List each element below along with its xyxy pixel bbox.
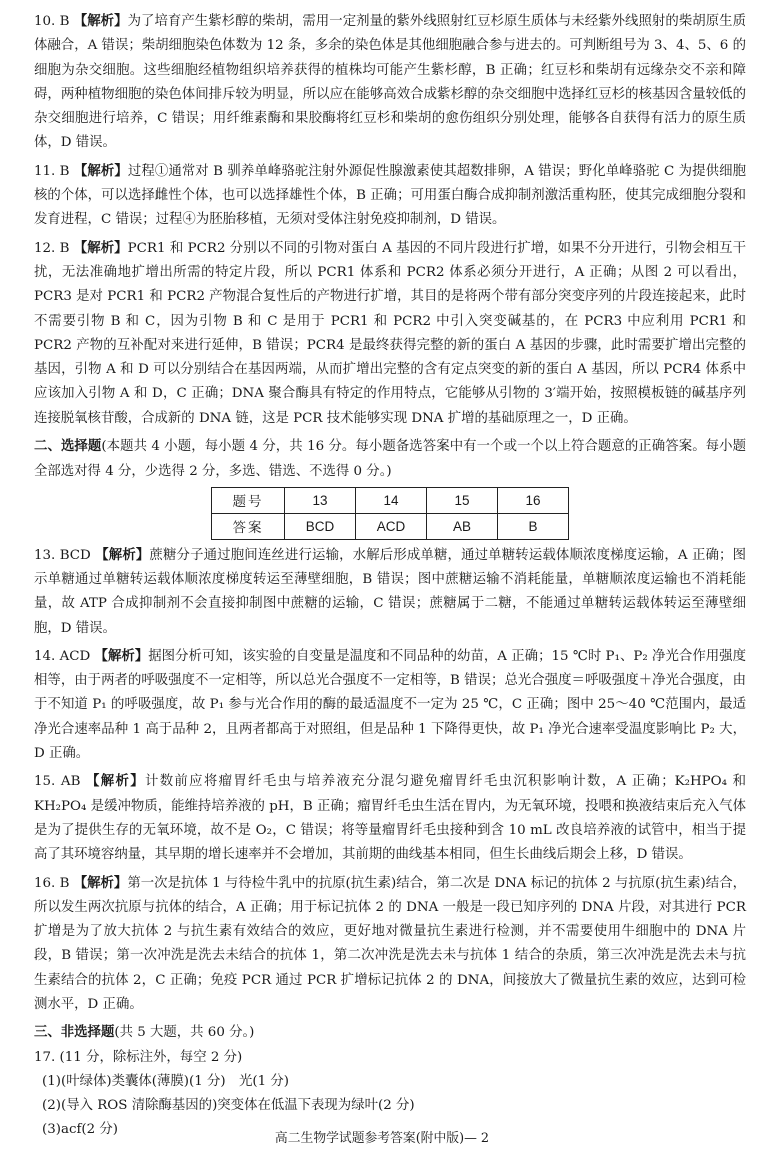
- q17-head: 17. (11 分，除标注外，每空 2 分): [34, 1049, 243, 1065]
- section-title: 三、非选择题: [34, 1024, 115, 1041]
- analysis-tag: 【解析】: [73, 874, 128, 891]
- section-desc: (本题共 4 小题，每小题 4 分，共 16 分。每小题备选答案中有一个或一个以上符合题意的正确答案。每小题全部选对得 4 分，少选得 2 分，多选、错选、不选得 0 分。): [34, 439, 747, 480]
- answer-item-15: [34, 769, 746, 867]
- item-label: 16. B: [34, 875, 70, 891]
- q17-answer-1: (1)(叶绿体)类囊体(薄膜)(1 分) 光(1 分): [42, 1073, 289, 1089]
- item-text: 计数前应将瘤胃纤毛虫与培养液充分混匀避免瘤胃纤毛虫沉积影响计数，A 正确；K₂HPO₄ 和 KH₂PO₄ 是缓冲物质，能维持培养液的 pH，B 正确；瘤胃纤毛虫生活在胃内，为无氧环境，投喂和换液结束后充入气体是为了提供生存的无氧环境，故不是 O₂，C 错误；将等量瘤胃纤毛虫接种到含 10 mL 改良培养液的试管中，相当于提高了其环境容纳量，其早期的增长速率并不会增加，其前期的曲线基本相同，但生长曲线后期会上移，D 错误。: [34, 774, 746, 863]
- answer-table: [211, 487, 569, 540]
- table-header-cell: 答案: [212, 513, 285, 539]
- table-cell: 15: [427, 487, 498, 513]
- answer-item-13: [34, 543, 746, 641]
- item-label: 13. BCD: [34, 547, 91, 563]
- q17-answer-3: (3)acf(2 分): [42, 1122, 119, 1138]
- page-footer: 高二生物学试题参考答案(附中版)— 2: [274, 1131, 490, 1146]
- answer-item-11: [34, 159, 746, 233]
- answer-page: [34, 9, 746, 1143]
- answer-item-10: [34, 9, 746, 156]
- analysis-tag: 【解析】: [73, 239, 128, 256]
- item-text: 过程①通常对 B 驯养单峰骆驼注射外源促性腺激素使其超数排卵，A 错误；野化单峰骆驼 C 为提供细胞核的个体，可以选择雌性个体，也可以选择雄性个体，B 正确；可用蛋白酶合成抑制剂激活重构胚，使其完成细胞分裂和发育进程，C 错误；过程④为胚胎移植，无须对受体注射免疫抑制剂，D 错误。: [34, 163, 746, 228]
- section-2-heading: [34, 434, 746, 485]
- item-label: 14. ACD: [34, 648, 91, 664]
- item-text: 第一次是抗体 1 与待检牛乳中的抗原(抗生素)结合，第二次是 DNA 标记的抗体 2 与抗原(抗生素)结合，所以发生两次抗原与抗体的结合，A 正确；用于标记抗体 2 的 DNA 一般是一段已知序列的 DNA 片段，对其进行 PCR 扩增是为了放大抗体 2 与抗生素有效结合的效应，更好地对微量抗生素进行检测，并不需要使用牛细胞中的 DNA 片段，B 错误；第一次冲洗是洗去未结合的抗体 1，第二次冲洗是洗去未与抗体 1 结合的杂质，第三次冲洗是洗去未与抗生素结合的抗体 2，C 正确；免疫 PCR 通过 PCR 扩增标记抗体 2 的 DNA，间接放大了微量抗生素的效应，达到可检测水平，D 正确。: [34, 875, 746, 1012]
- item-label: 12. B: [34, 240, 70, 256]
- table-header-cell: 题号: [212, 487, 285, 513]
- item-label: 10. B: [34, 14, 70, 29]
- table-row: [212, 487, 569, 513]
- table-cell: B: [498, 513, 569, 539]
- q17-answer-2: (2)(导入 ROS 清除酶基因的)突变体在低温下表现为绿叶(2 分): [42, 1098, 415, 1114]
- table-cell: ACD: [356, 513, 427, 539]
- section-desc: (共 5 大题，共 60 分。): [114, 1025, 255, 1041]
- table-cell: AB: [427, 513, 498, 539]
- item-text: PCR1 和 PCR2 分别以不同的引物对蛋白 A 基因的不同片段进行扩增，如果不分开进行，引物会相互干扰，无法准确地扩增出所需的特定片段，所以 PCR1 体系和 PCR2 体系必须分开进行，A 正确；从图 2 可以看出，PCR3 是对 PCR1 和 PCR2 产物混合复性后的产物进行扩增，其目的是将两个带有部分突变序列的片段连接起来，此时不需要引物 B 和 C，因为引物 B 和 C 是用于 PCR1 和 PCR2 中引入突变碱基的，在 PCR3 中应利用 PCR1 和 PCR2 产物的互补配对来进行延伸，B 错误；PCR4 是最终获得完整的新的蛋白 A 基因的步骤，此时需要扩增出完整的基因，引物 A 和 D 可以分别结合在基因两端，从而扩增出完整的含有定点突变的新的蛋白 A 基因，所以 PCR4 体系中应该加入引物 A 和 D，C 正确；DNA 聚合酶具有特定的作用特点，它能够从引物的 3′端开始，按照模板链的碱基序列连接脱氧核苷酸，合成新的 DNA 链，这是 PCR 技术能够实现 DNA 扩增的基础原理之一，D 正确。: [34, 240, 746, 426]
- section-title: 二、选择题: [34, 438, 102, 455]
- item-label: 11. B: [34, 163, 70, 179]
- table-cell: 14: [356, 487, 427, 513]
- answer-item-14: [34, 644, 746, 766]
- section-3-heading: [34, 1020, 746, 1045]
- table-cell: 13: [285, 487, 356, 513]
- answer-item-12: [34, 236, 746, 431]
- item-text: 据图分析可知，该实验的自变量是温度和不同品种的幼苗，A 正确；15 ℃时 P₁、P₂ 净光合作用强度相等，由于两者的呼吸强度不一定相等，所以总光合强度不一定相等，B 错误；总光合强度＝呼吸强度＋净光合强度，由于不知道 P₁ 的呼吸强度，故 P₁ 参与光合作用的酶的最适温度不一定为 25 ℃，C 正确；图中 25～40 ℃范围内，最适净光合速率品种 1 高于品种 2，且两者都高于对照组，但是品种 1 下降得更快，故 P₁ 净光合速率受温度影响比 P₂ 大，D 正确。: [34, 648, 746, 762]
- item-text: 为了培育产生紫杉醇的柴胡，需用一定剂量的紫外线照射红豆杉原生质体与未经紫外线照射的柴胡原生质体融合，A 错误；柴胡细胞染色体数为 12 条，多余的染色体是其他细胞融合参与进去的。可判断组号为 3、4、5、6 的细胞为杂交细胞。这些细胞经植物组织培养获得的植株均可能产生紫杉醇，B 正确；红豆杉和柴胡有远缘杂交不亲和障碍，两种植物细胞的染色体间排斥较为明显，所以应在能够高效合成紫杉醇的杂交细胞中选择红豆杉的核基因含量较低的杂交细胞进行培养，C 错误；用纤维素酶和果胶酶将红豆杉和柴胡的愈伤组织分别处理，能够各自获得有活力的原生质体，D 错误。: [34, 14, 746, 151]
- analysis-tag: 【解析】: [95, 546, 150, 563]
- table-cell: 16: [498, 487, 569, 513]
- analysis-tag: 【解析】: [73, 13, 128, 29]
- answer-item-16: [34, 871, 746, 1018]
- table-row: [212, 513, 569, 539]
- analysis-tag: 【解析】: [73, 162, 128, 179]
- item-text: 蔗糖分子通过胞间连丝进行运输，水解后形成单糖，通过单糖转运载体顺浓度梯度运输，A 正确；图示单糖通过单糖转运载体顺浓度梯度转运至薄壁细胞，B 错误；图中蔗糖运输不消耗能量，单糖顺浓度运输也不消耗能量，故 ATP 合成抑制剂不会直接抑制图中蔗糖的运输，C 错误；蔗糖属于二糖，不能通过单糖转运载体转运至薄壁细胞，D 错误。: [34, 547, 746, 636]
- item-label: 15. AB: [34, 774, 81, 790]
- analysis-tag: 【解析】: [94, 647, 149, 664]
- analysis-tag: 【解析】: [86, 773, 145, 790]
- table-cell: BCD: [285, 513, 356, 539]
